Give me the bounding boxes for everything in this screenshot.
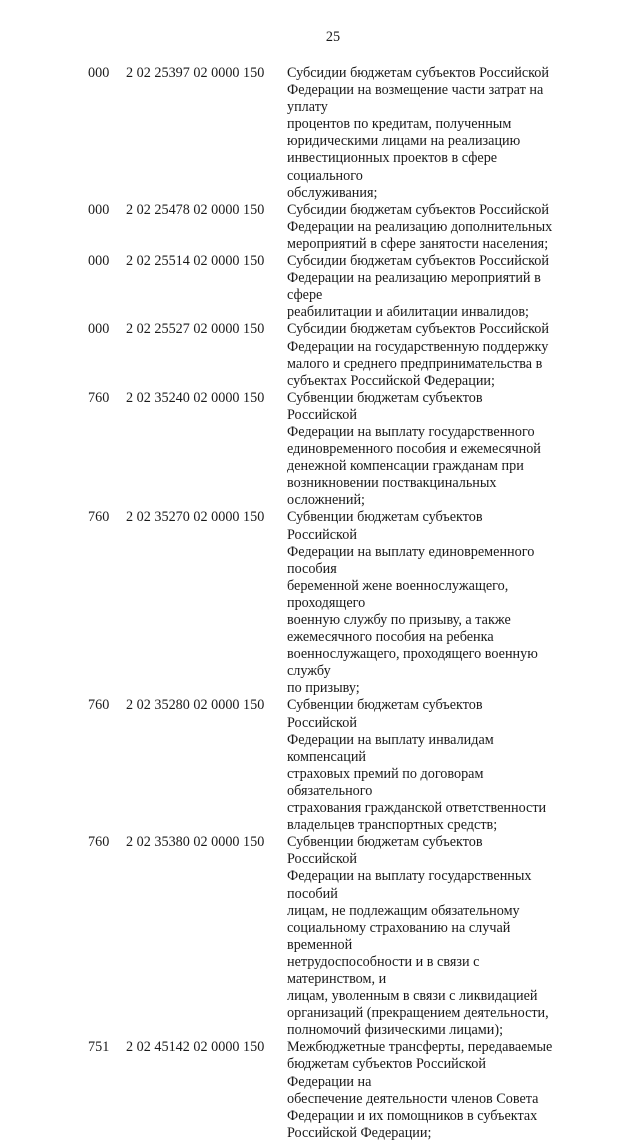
budget-classification-code: 2 02 25478 02 0000 150	[126, 201, 265, 218]
budget-code-table	[88, 65, 555, 1142]
table-row	[88, 321, 555, 389]
admin-code: 760	[88, 509, 110, 526]
income-description: Субсидии бюджетам субъектов Российской Федерации на реализацию мероприятий в сфере реабилитации и абилитации инвалидов;	[287, 253, 549, 321]
admin-code: 000	[88, 65, 110, 81]
budget-classification-code: 2 02 35380 02 0000 150	[126, 834, 265, 851]
income-description: Субвенции бюджетам субъектов Российской Федерации на выплату государственного единовременного пособия и ежемесячной денежной компенсации гражданам при возникновении поствакцинальных осложнений;	[287, 389, 541, 509]
income-description: Субсидии бюджетам субъектов Российской Федерации на государственную поддержку малого и среднего предпринимательства в субъектах Российской Федерации;	[287, 321, 549, 389]
budget-classification-code: 2 02 35280 02 0000 150	[126, 697, 265, 714]
table-row	[88, 697, 555, 834]
admin-code: 760	[88, 834, 110, 851]
income-description: Субсидии бюджетам субъектов Российской Федерации на возмещение части затрат на уплату процентов по кредитам, полученным юридическими лицами на реализацию инвестиционных проектов в сфере социального обслуживания;	[287, 65, 549, 201]
table-row	[88, 390, 555, 510]
income-description: Субвенции бюджетам субъектов Российской Федерации на выплату государственных пособий лицам, не подлежащим обязательному социальному страхованию на случай временной нетрудоспособности и в связи с материнством, и лицам, уволенным в связи с ликвидацией организаций (прекращением деятельности, полномочий физическими лицами);	[287, 834, 549, 1039]
table-row	[88, 1039, 555, 1142]
income-description: Межбюджетные трансферты, передаваемые бюджетам субъектов Российской Федерации на обеспечение деятельности членов Совета Федерации и их помощников в субъектах Российской Федерации;	[287, 1039, 553, 1141]
table-row	[88, 202, 555, 253]
budget-classification-code: 2 02 35240 02 0000 150	[126, 389, 265, 406]
income-description: Субсидии бюджетам субъектов Российской Федерации на реализацию дополнительных мероприятий в сфере занятости населения;	[287, 201, 553, 252]
admin-code: 000	[88, 201, 110, 218]
table-row	[88, 834, 555, 1039]
income-description: Субвенции бюджетам субъектов Российской Федерации на выплату единовременного пособия беременной жене военнослужащего, проходящего военную службу по призыву, а также ежемесячного пособия на ребенка военнослужащего, проходящего военную службу по призыву;	[287, 509, 538, 697]
admin-code: 760	[88, 389, 110, 406]
table-row	[88, 253, 555, 321]
budget-classification-code: 2 02 25397 02 0000 150	[126, 65, 265, 81]
table-row	[88, 65, 555, 202]
admin-code: 751	[88, 1039, 110, 1056]
admin-code: 000	[88, 253, 110, 270]
page-number: 25	[325, 29, 341, 45]
budget-classification-code: 2 02 35270 02 0000 150	[126, 509, 265, 526]
admin-code: 760	[88, 697, 110, 714]
table-row	[88, 509, 555, 697]
budget-classification-code: 2 02 25527 02 0000 150	[126, 321, 265, 338]
budget-classification-code: 2 02 45142 02 0000 150	[126, 1039, 265, 1056]
budget-classification-code: 2 02 25514 02 0000 150	[126, 253, 265, 270]
income-description: Субвенции бюджетам субъектов Российской Федерации на выплату инвалидам компенсаций страховых премий по договорам обязательного страхования гражданской ответственности владельцев транспортных средств;	[287, 697, 547, 834]
admin-code: 000	[88, 321, 110, 338]
